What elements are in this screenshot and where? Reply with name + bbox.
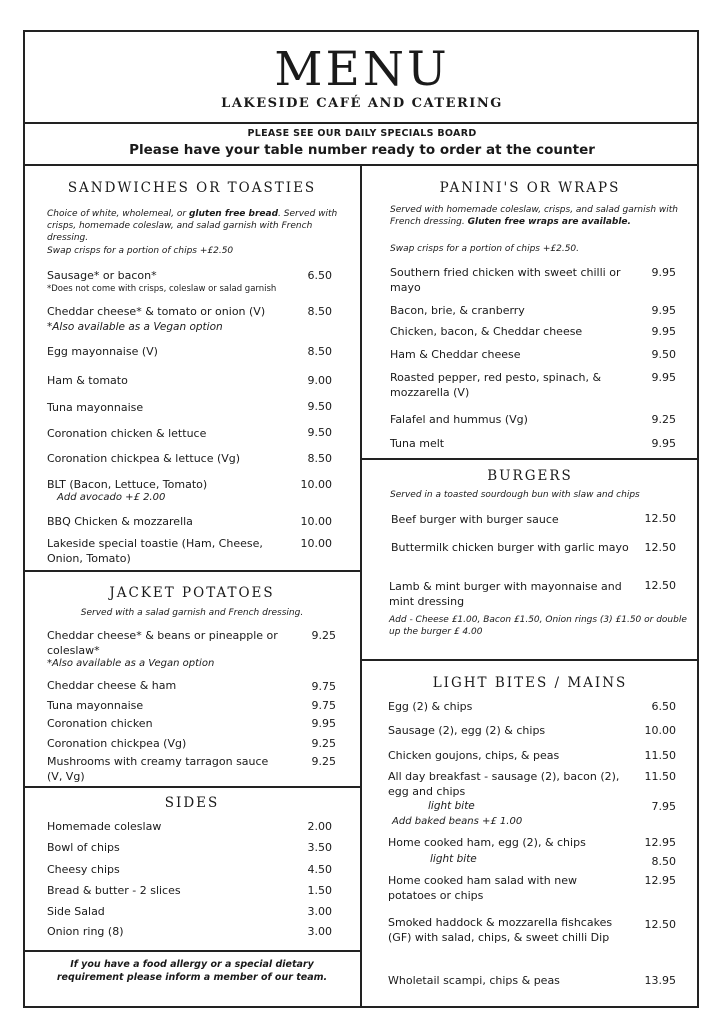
burgers-light-divider [361,659,699,661]
menu-item-name: Home cooked ham, egg (2), & chips [388,836,586,849]
menu-item-price: 10.00 [300,478,332,491]
menu-item-name: Bread & butter - 2 slices [47,884,181,897]
menu-item-note: Add baked beans +£ 1.00 [392,816,523,827]
menu-item-name: Onion ring (8) [47,925,124,938]
menu-item-name: Side Salad [47,905,105,918]
menu-item-name: Sausage* or bacon* [47,269,157,282]
menu-item-name: Sausage (2), egg (2) & chips [388,724,546,737]
menu-item-name: Tuna mayonnaise [47,401,144,414]
menu-item-price: 8.50 [307,452,332,465]
panini-title: PANINI'S OR WRAPS [439,180,621,196]
menu-item-name: Coronation chicken & lettuce [47,427,207,440]
jacket-title: JACKET POTATOES [109,585,275,601]
menu-item-name: Coronation chickpea & lettuce (Vg) [47,452,241,465]
column-divider [360,165,362,1008]
menu-item-price: 8.50 [307,305,332,318]
menu-item-name: Lamb & mint burger with mayonnaise and mint dressing [389,580,622,608]
sandwiches-title: SANDWICHES OR TOASTIES [67,180,317,196]
menu-item-price: 6.50 [307,269,332,282]
menu-item-price: 9.95 [651,371,676,384]
menu-item-price: 7.95 [651,800,676,813]
burgers-title: BURGERS [487,468,573,484]
menu-item-name: Tuna mayonnaise [47,699,144,712]
light-title: LIGHT BITES / MAINS [432,675,628,691]
menu-item-price: 9.75 [311,680,336,693]
menu-item-price: 9.25 [311,737,336,750]
sandwich-jacket-divider [23,570,361,572]
menu-item-price: 12.50 [644,579,676,592]
menu-item-name: Falafel and hummus (Vg) [390,413,528,426]
menu-item-name: Chicken goujons, chips, & peas [388,749,560,762]
menu-item-name: Ham & tomato [47,374,128,387]
menu-item-price: 12.50 [644,918,676,931]
menu-item-name: Bowl of chips [47,841,120,854]
burgers-note: Served in a toasted sourdough bun with slaw and chips [390,490,640,500]
menu-item-name: Coronation chicken [47,717,153,730]
menu-item-name: Beef burger with burger sauce [391,513,559,526]
menu-item-name: Buttermilk chicken burger with garlic mayo [391,541,629,554]
menu-item-price: 11.50 [644,770,676,783]
sides-title: SIDES [164,795,220,811]
page-title: MENU [274,42,450,97]
menu-item-name: Egg (2) & chips [388,700,473,713]
header-divider [23,122,699,124]
menu-item-name: Cheddar cheese* & beans or pineapple or coleslaw* [47,629,278,657]
jacket-note: Served with a salad garnish and French dressing. [80,608,304,618]
specials-notice: PLEASE SEE OUR DAILY SPECIALS BOARD [247,128,477,139]
menu-item-price: 3.00 [307,925,332,938]
menu-item-name: Ham & Cheddar cheese [390,348,521,361]
menu-item-price: 12.95 [644,836,676,849]
menu-item-name: light bite [428,800,475,812]
menu-item-price: 8.50 [651,855,676,868]
menu-item-name: BLT (Bacon, Lettuce, Tomato) [47,478,208,491]
menu-item-name: Smoked haddock & mozzarella fishcakes (GF) with salad, chips, & sweet chilli Dip [388,916,613,944]
menu-item-price: 6.50 [651,700,676,713]
menu-item-price: 9.50 [307,426,332,439]
menu-item-name: Coronation chickpea (Vg) [47,737,187,750]
menu-item-name: Southern fried chicken with sweet chilli or mayo [390,266,621,294]
sandwiches-swap-note: Swap crisps for a portion of chips +£2.50 [47,246,234,256]
menu-item-name: Cheddar cheese* & tomato or onion (V) [47,305,266,318]
menu-item-price: 13.95 [644,974,676,987]
menu-item-price: 1.50 [307,884,332,897]
menu-item-name: Cheddar cheese & ham [47,679,177,692]
menu-item-price: 12.50 [644,512,676,525]
jacket-sides-divider [23,786,361,788]
menu-item-price: 9.95 [311,717,336,730]
menu-item-name: Mushrooms with creamy tarragon sauce (V, Vg) [47,755,269,783]
menu-item-price: 10.00 [644,724,676,737]
menu-item-name: Cheesy chips [47,863,120,876]
menu-item-price: 4.50 [307,863,332,876]
sandwiches-note: Choice of white, wholemeal, or gluten free bread. Served with crisps, homemade coleslaw, and salad garnish with French dressing. [47,209,338,243]
menu-item-name: Home cooked ham salad with new potatoes or chips [388,874,577,902]
menu-item-name: All day breakfast - sausage (2), bacon (2), egg and chips [388,770,620,798]
menu-item-note: *Does not come with crisps, coleslaw or salad garnish [47,284,277,294]
panini-swap-note: Swap crisps for a portion of chips +£2.50. [390,244,580,254]
menu-item-price: 9.25 [311,755,336,768]
menu-item-price: 9.95 [651,266,676,279]
menu-item-name: light bite [430,853,477,865]
menu-item-price: 12.50 [644,541,676,554]
burgers-addons: Add - Cheese £1.00, Bacon £1.50, Onion rings (3) £1.50 or double up the burger £ 4.00 [389,615,687,637]
panini-note: Served with homemade coleslaw, crisps, and salad garnish with French dressing. Gluten free wraps are available. [390,205,678,227]
menu-item-note: *Also available as a Vegan option [47,321,223,333]
menu-item-price: 9.95 [651,437,676,450]
allergy-notice: If you have a food allergy or a special dietary requirement please inform a member of our team. [56,959,328,983]
menu-item-price: 9.50 [307,400,332,413]
menu-item-price: 9.00 [307,374,332,387]
menu-item-price: 9.95 [651,325,676,338]
menu-item-price: 3.00 [307,905,332,918]
menu-item-price: 9.25 [651,413,676,426]
menu-item-name: BBQ Chicken & mozzarella [47,515,193,528]
panini-burgers-divider [361,458,699,460]
menu-item-price: 3.50 [307,841,332,854]
menu-item-note: *Also available as a Vegan option [47,658,215,669]
menu-item-price: 12.95 [644,874,676,887]
menu-item-price: 9.75 [311,699,336,712]
menu-item-price: 11.50 [644,749,676,762]
menu-item-price: 10.00 [300,537,332,550]
menu-item-name: Lakeside special toastie (Ham, Cheese, Onion, Tomato) [47,537,263,565]
menu-item-price: 8.50 [307,345,332,358]
order-notice: Please have your table number ready to order at the counter [129,142,595,158]
menu-item-name: Egg mayonnaise (V) [47,345,158,358]
menu-item-name: Tuna melt [390,437,445,450]
menu-item-price: 9.25 [311,629,336,642]
menu-item-name: Roasted pepper, red pesto, spinach, & mozzarella (V) [390,371,602,399]
menu-item-name: Wholetail scampi, chips & peas [388,974,560,987]
menu-item-name: Bacon, brie, & cranberry [390,304,525,317]
menu-item-note: Add avocado +£ 2.00 [57,492,166,503]
menu-item-price: 9.95 [651,304,676,317]
menu-item-name: Chicken, bacon, & Cheddar cheese [390,325,583,338]
menu-item-name: Homemade coleslaw [47,820,162,833]
menu-item-price: 10.00 [300,515,332,528]
menu-item-price: 9.50 [651,348,676,361]
menu-item-price: 2.00 [307,820,332,833]
sides-footer-divider [23,950,361,952]
page-subtitle: LAKESIDE CAFÉ AND CATERING [221,96,503,111]
